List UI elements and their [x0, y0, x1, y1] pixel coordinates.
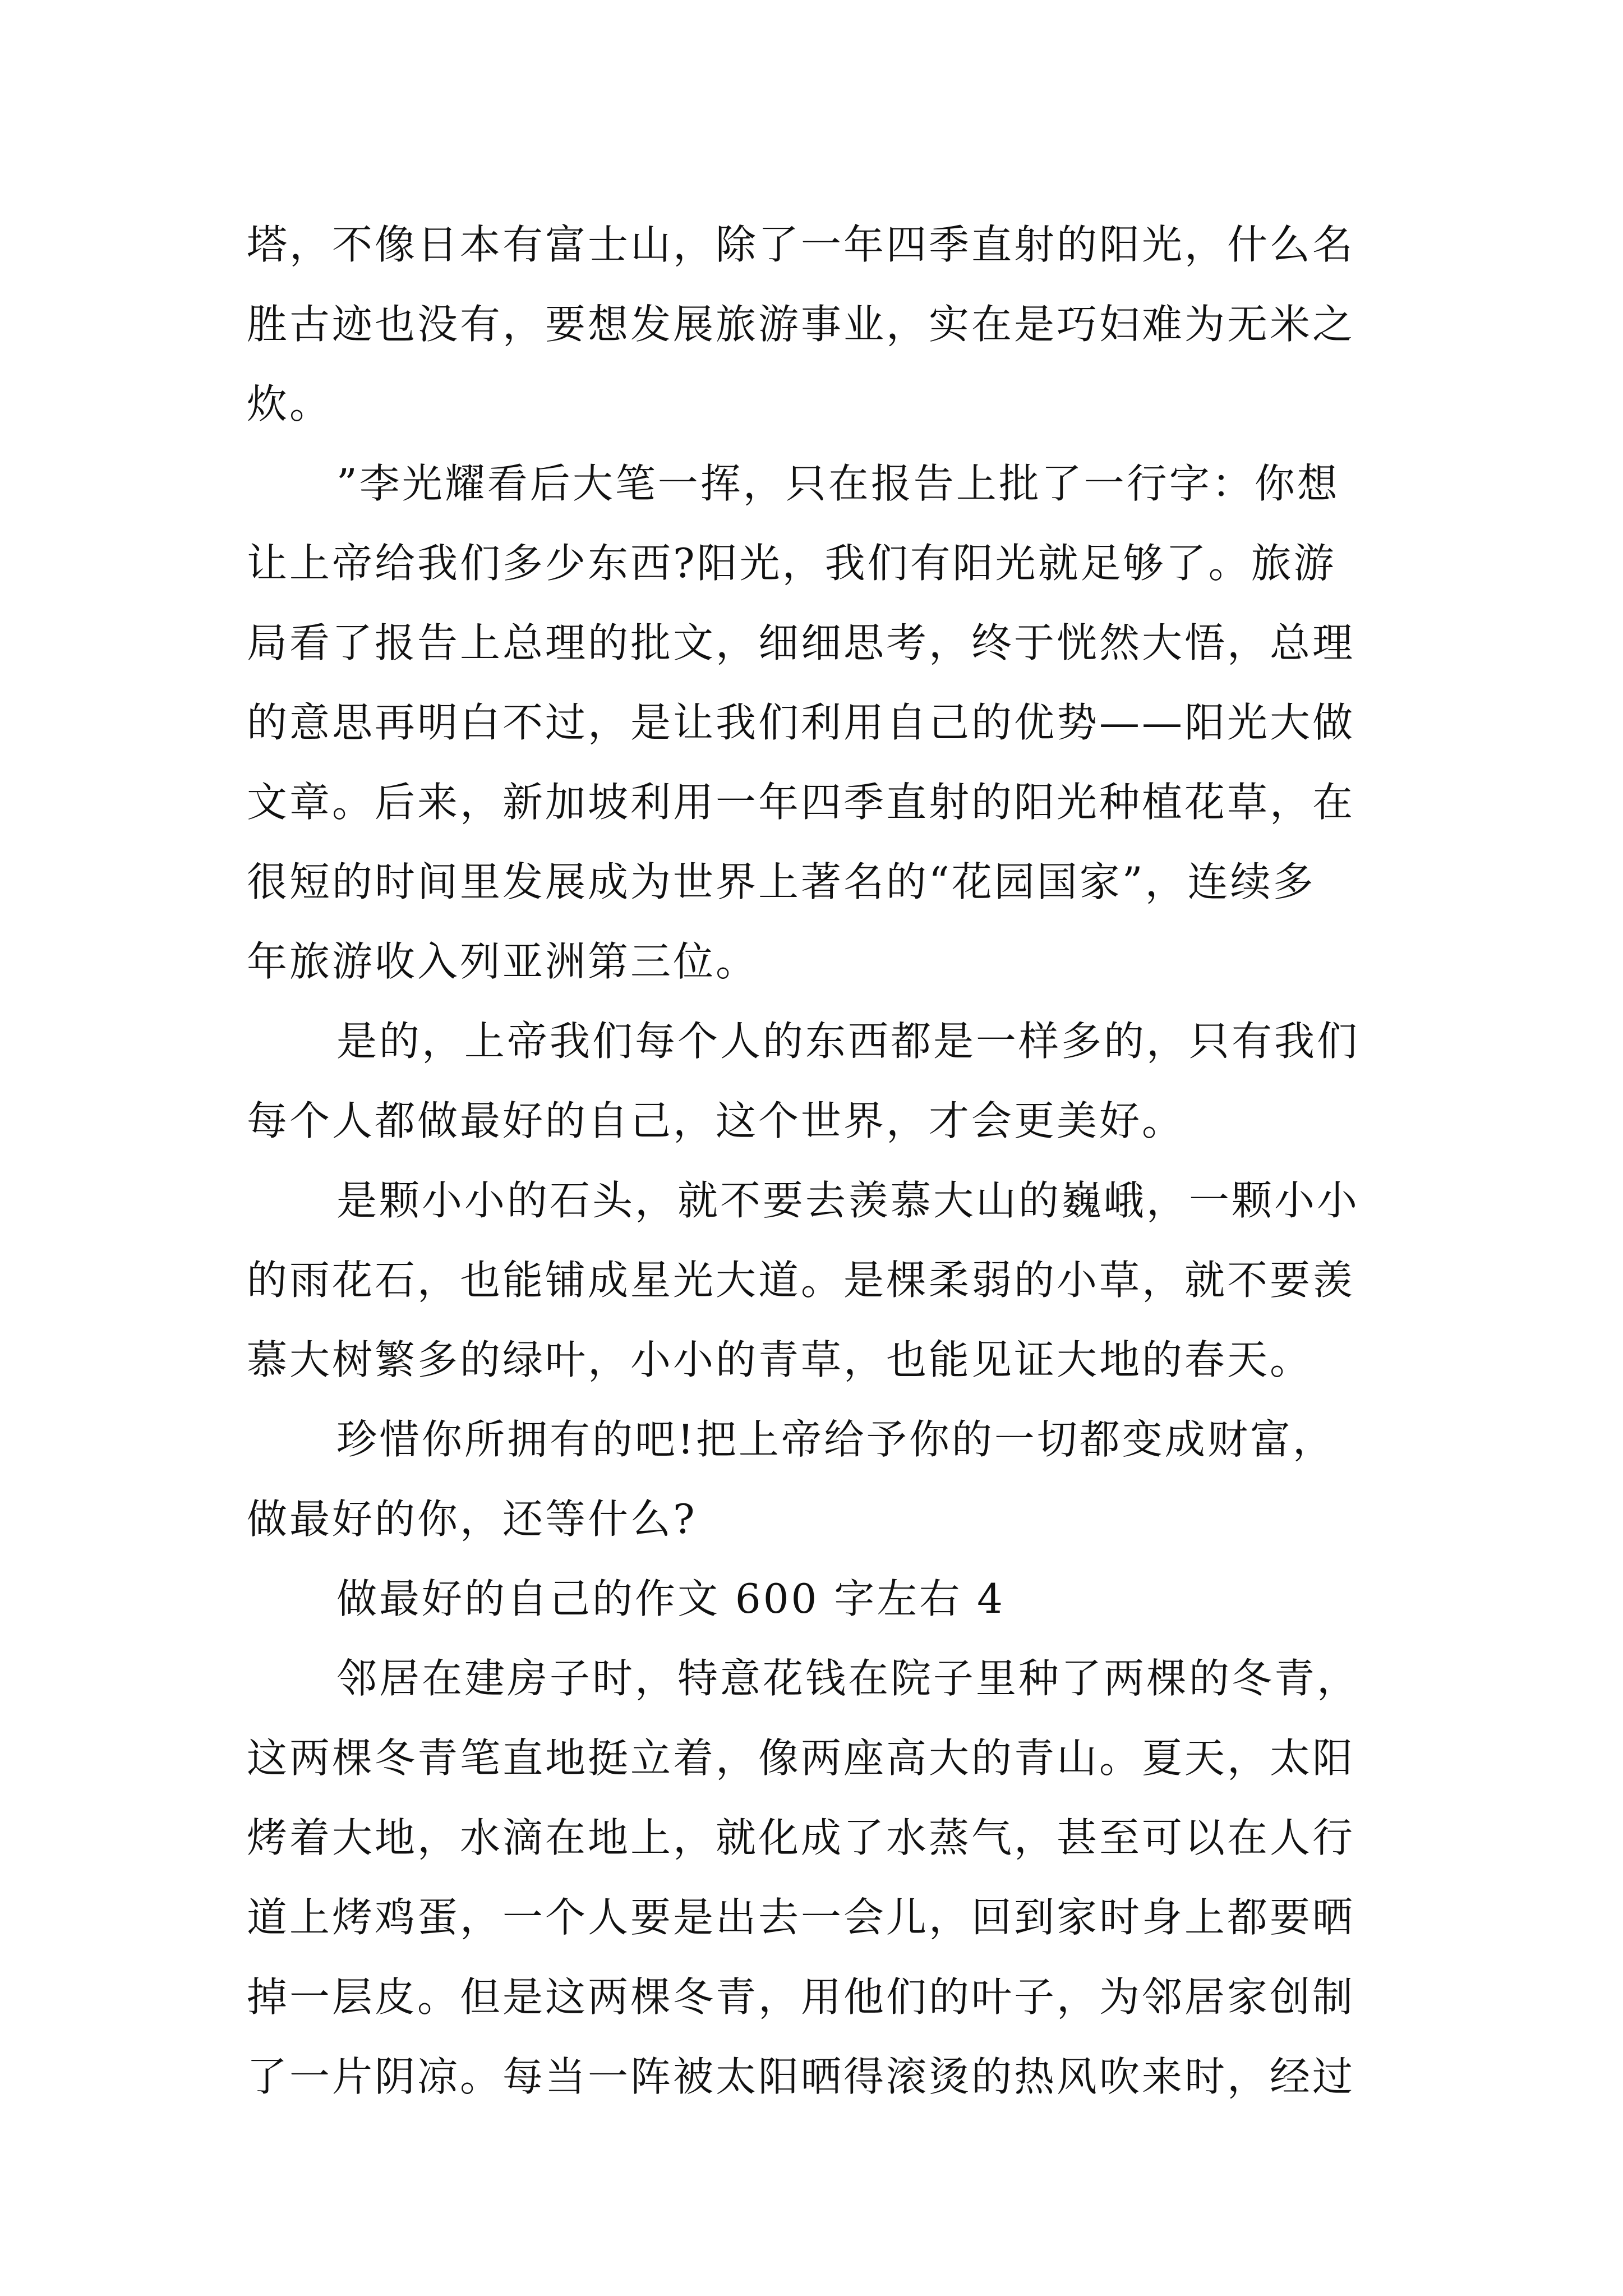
text-line: 胜古迹也没有，要想发展旅游事业，实在是巧妇难为无米之 [247, 301, 1355, 348]
text-line: 是颗小小的石头，就不要去羡慕大山的巍峨，一颗小小 [336, 1177, 1360, 1224]
text-line: 塔，不像日本有富士山，除了一年四季直射的阳光，什么名 [247, 221, 1355, 268]
text-line: 的意思再明白不过，是让我们利用自己的优势——阳光大做 [247, 699, 1355, 746]
text-line: 慕大树繁多的绿叶，小小的青草，也能见证大地的春天。 [247, 1336, 1313, 1383]
text-line: 很短的时间里发展成为世界上著名的“花园国家”，连续多 [247, 858, 1316, 905]
text-line: 炊。 [247, 380, 333, 427]
text-line: 年旅游收入列亚洲第三位。 [247, 938, 759, 985]
text-line: 这两棵冬青笔直地挺立着，像两座高大的青山。夏天，太阳 [247, 1734, 1355, 1782]
text-line: 了一片阴凉。每当一阵被太阳晒得滚烫的热风吹来时，经过 [247, 2053, 1355, 2100]
text-line: 文章。后来，新加坡利用一年四季直射的阳光种植花草，在 [247, 779, 1355, 826]
section-heading: 做最好的自己的作文 600 字左右 4 [336, 1575, 1005, 1622]
text-line: 局看了报告上总理的批文，细细思考，终于恍然大悟，总理 [247, 619, 1355, 666]
text-line: 珍惜你所拥有的吧!把上帝给予你的一切都变成财富， [336, 1416, 1335, 1463]
text-line: 做最好的你，还等什么? [247, 1496, 697, 1543]
text-line: 的雨花石，也能铺成星光大道。是棵柔弱的小草，就不要羡 [247, 1257, 1355, 1304]
text-line: 道上烤鸡蛋，一个人要是出去一会儿，回到家时身上都要晒 [247, 1894, 1355, 1941]
document-body [247, 205, 1380, 2116]
text-line: 每个人都做最好的自己，这个世界，才会更美好。 [247, 1097, 1185, 1144]
text-line: ”李光耀看后大笔一挥，只在报告上批了一行字：你想 [336, 460, 1340, 507]
text-line: 让上帝给我们多少东西?阳光，我们有阳光就足够了。旅游 [247, 540, 1336, 587]
text-line: 是的，上帝我们每个人的东西都是一样多的，只有我们 [336, 1018, 1360, 1065]
text-line: 掉一层皮。但是这两棵冬青，用他们的叶子，为邻居家创制 [247, 1973, 1355, 2021]
text-line: 邻居在建房子时，特意花钱在院子里种了两棵的冬青， [336, 1655, 1360, 1702]
text-line: 烤着大地，水滴在地上，就化成了水蒸气，甚至可以在人行 [247, 1814, 1355, 1861]
